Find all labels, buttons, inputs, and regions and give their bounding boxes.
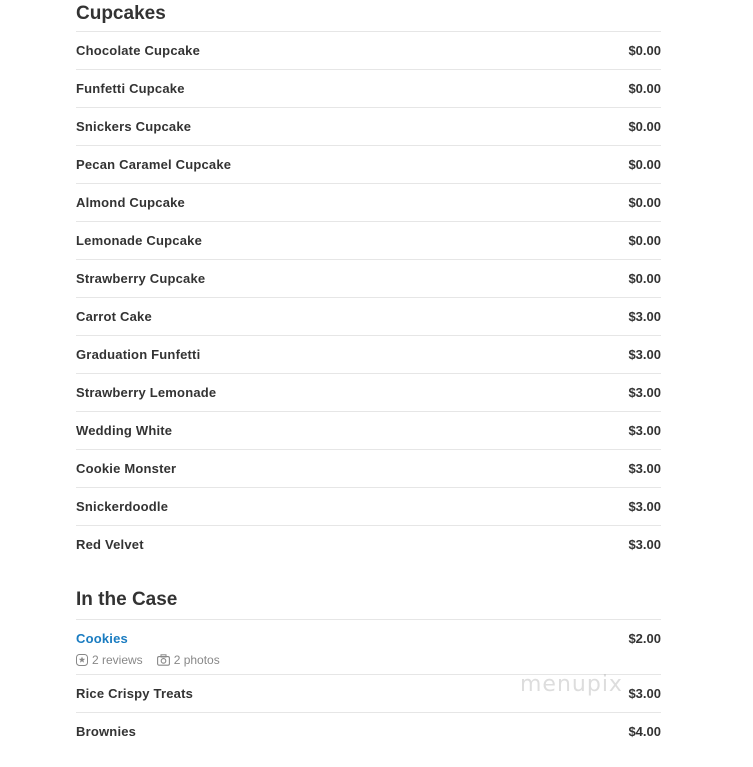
item-price: $0.00 xyxy=(628,81,661,96)
item-name: Lemonade Cupcake xyxy=(76,233,203,248)
camera-icon xyxy=(157,654,170,666)
menu-item xyxy=(76,412,661,450)
item-price: $0.00 xyxy=(628,271,661,286)
menu-item xyxy=(76,374,661,412)
item-name: Brownies xyxy=(76,724,137,739)
menu-list xyxy=(76,0,661,751)
item-name: Strawberry Cupcake xyxy=(76,271,206,286)
item-price: $3.00 xyxy=(628,537,661,552)
menu-item xyxy=(76,713,661,751)
item-name: Almond Cupcake xyxy=(76,195,185,210)
item-name: Funfetti Cupcake xyxy=(76,81,185,96)
item-price: $3.00 xyxy=(628,499,661,514)
photos-count: 2 photos xyxy=(173,653,220,667)
item-name: Chocolate Cupcake xyxy=(76,43,201,58)
reviews-link[interactable] xyxy=(76,653,143,667)
menu-item xyxy=(76,488,661,526)
menu-item xyxy=(76,336,661,374)
watermark-logo: menupix xyxy=(520,672,623,697)
item-price: $0.00 xyxy=(628,157,661,172)
photos-link[interactable] xyxy=(157,653,220,667)
item-name: Strawberry Lemonade xyxy=(76,385,217,400)
menu-item xyxy=(76,450,661,488)
item-price: $4.00 xyxy=(628,724,661,739)
menu-item xyxy=(76,620,661,675)
item-name: Red Velvet xyxy=(76,537,144,552)
item-price: $3.00 xyxy=(628,423,661,438)
section-title-cupcakes: Cupcakes xyxy=(76,0,661,32)
item-meta xyxy=(76,653,234,667)
item-name-link[interactable]: Cookies xyxy=(76,631,128,646)
reviews-count: 2 reviews xyxy=(92,653,143,667)
item-price: $0.00 xyxy=(628,195,661,210)
item-price: $3.00 xyxy=(628,385,661,400)
item-name: Pecan Caramel Cupcake xyxy=(76,157,232,172)
menu-item xyxy=(76,146,661,184)
item-price: $0.00 xyxy=(628,233,661,248)
item-name: Rice Crispy Treats xyxy=(76,686,194,701)
menu-item xyxy=(76,675,661,713)
item-name: Snickers Cupcake xyxy=(76,119,192,134)
item-price: $3.00 xyxy=(628,686,661,701)
item-price: $3.00 xyxy=(628,347,661,362)
item-name: Cookie Monster xyxy=(76,461,177,476)
item-name: Carrot Cake xyxy=(76,309,152,324)
item-price: $3.00 xyxy=(628,309,661,324)
item-name: Snickerdoodle xyxy=(76,499,169,514)
item-price: $0.00 xyxy=(628,43,661,58)
menu-item xyxy=(76,260,661,298)
menu-item xyxy=(76,184,661,222)
item-price: $2.00 xyxy=(628,631,661,646)
section-title-in-the-case: In the Case xyxy=(76,584,661,620)
menu-item xyxy=(76,32,661,70)
menu-item xyxy=(76,108,661,146)
item-name: Wedding White xyxy=(76,423,173,438)
item-name: Graduation Funfetti xyxy=(76,347,201,362)
menu-item xyxy=(76,298,661,336)
menu-item xyxy=(76,222,661,260)
review-star-icon xyxy=(76,654,88,666)
item-price: $3.00 xyxy=(628,461,661,476)
menu-item xyxy=(76,70,661,108)
item-price: $0.00 xyxy=(628,119,661,134)
menu-item xyxy=(76,526,661,564)
